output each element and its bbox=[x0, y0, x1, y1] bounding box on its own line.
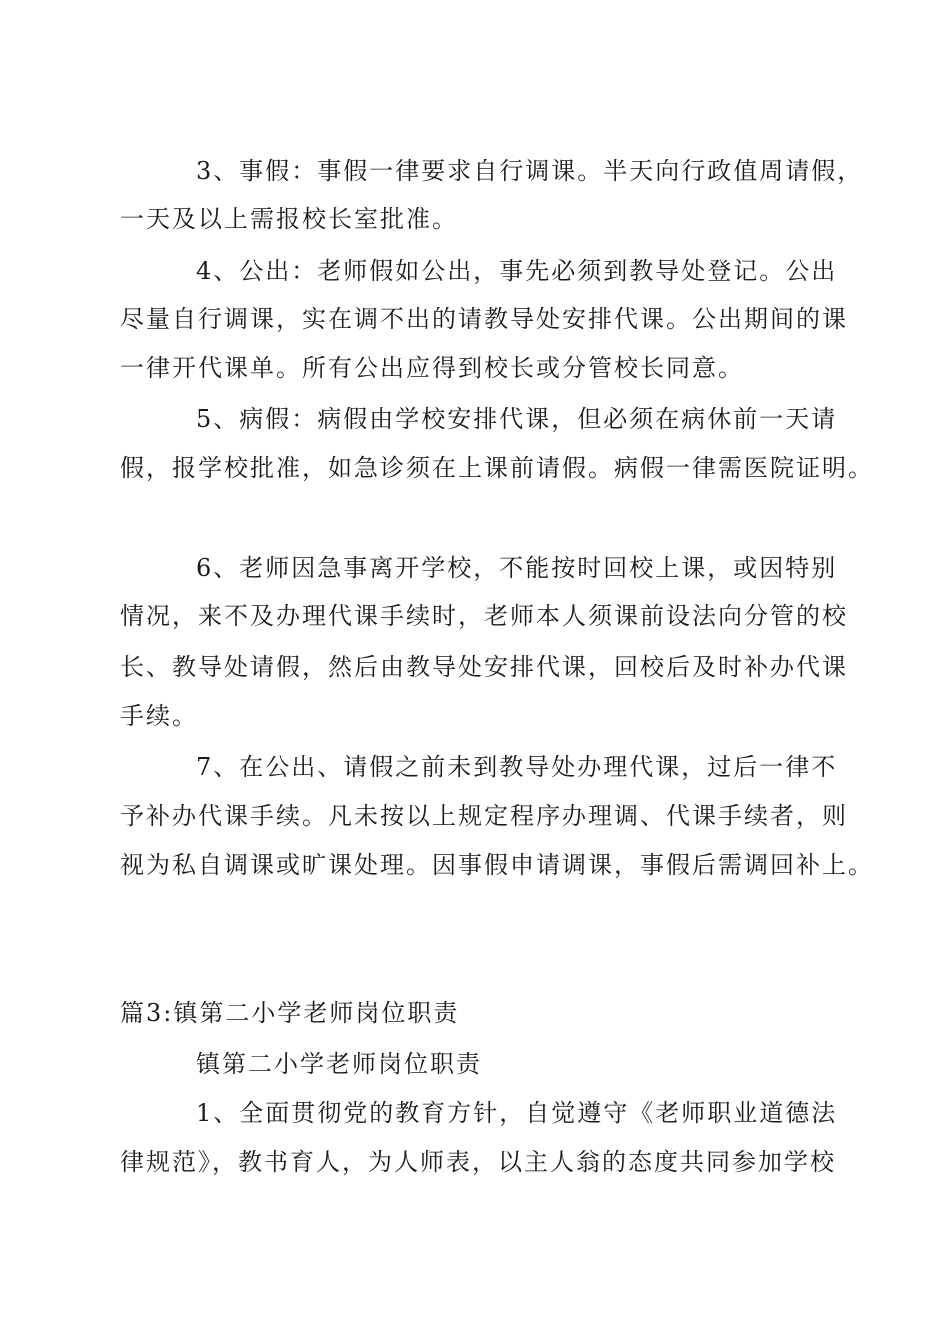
text-line: 3、事假：事假一律要求自行调课。半天向行政值周请假， bbox=[196, 157, 864, 185]
text-line: 视为私自调课或旷课处理。因事假申请调课，事假后需调回补上。 bbox=[120, 851, 874, 879]
text-line: 尽量自行调课，实在调不出的请教导处安排代课。公出期间的课 bbox=[120, 305, 848, 333]
text-line: 5、病假：病假由学校安排代课，但必须在病休前一天请 bbox=[196, 405, 838, 433]
section-title: 镇第二小学老师岗位职责 bbox=[196, 1050, 482, 1078]
text-line: 6、老师因急事离开学校，不能按时回校上课，或因特别 bbox=[196, 554, 838, 582]
text-line: 假，报学校批准，如急诊须在上课前请假。病假一律需医院证明。 bbox=[120, 454, 874, 482]
text-line: 4、公出：老师假如公出，事先必须到教导处登记。公出 bbox=[196, 257, 838, 285]
text-line: 7、在公出、请假之前未到教导处办理代课，过后一律不 bbox=[196, 753, 838, 781]
text-line: 予补办代课手续。凡未按以上规定程序办理调、代课手续者，则 bbox=[120, 802, 848, 830]
text-line: 律规范》，教书育人，为人师表，以主人翁的态度共同参加学校 bbox=[120, 1148, 836, 1176]
text-line: 一律开代课单。所有公出应得到校长或分管校长同意。 bbox=[120, 354, 744, 382]
text-line: 1、全面贯彻党的教育方针，自觉遵守《老师职业道德法 bbox=[196, 1099, 838, 1127]
text-line: 长、教导处请假，然后由教导处安排代课，回校后及时补办代课 bbox=[120, 653, 848, 681]
text-line: 手续。 bbox=[120, 702, 198, 730]
text-line: 情况，来不及办理代课手续时，老师本人须课前设法向分管的校 bbox=[120, 602, 848, 630]
text-line: 一天及以上需报校长室批准。 bbox=[120, 205, 458, 233]
section-heading: 篇3:镇第二小学老师岗位职责 bbox=[120, 999, 460, 1027]
